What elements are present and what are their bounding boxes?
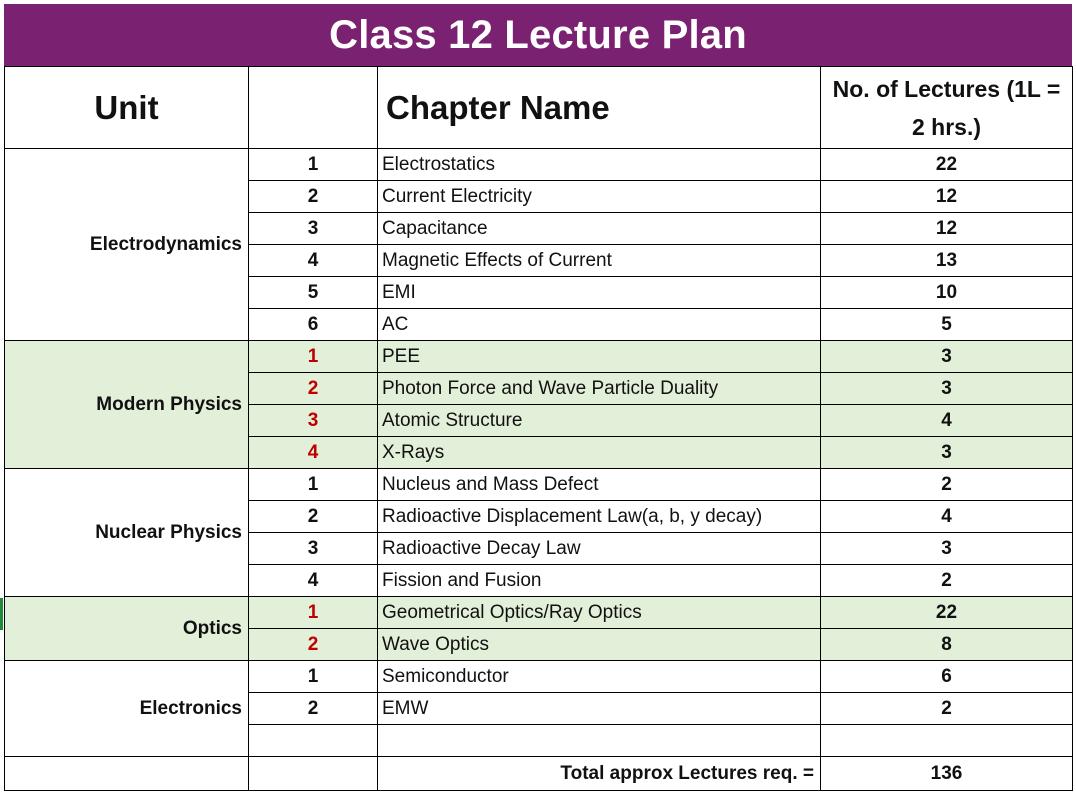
chapter-name-cell[interactable]: AC [378, 309, 821, 341]
chapter-number-cell[interactable]: 6 [249, 309, 378, 341]
lectures-cell[interactable]: 4 [821, 501, 1073, 533]
lectures-cell[interactable]: 2 [821, 693, 1073, 725]
chapter-number-cell[interactable]: 2 [249, 501, 378, 533]
table-row [5, 341, 1073, 373]
lectures-cell[interactable]: 3 [821, 437, 1073, 469]
header-row [5, 67, 1073, 149]
lecture-plan-table [4, 66, 1073, 791]
chapter-name-cell[interactable]: PEE [378, 341, 821, 373]
chapter-number-cell[interactable]: 4 [249, 437, 378, 469]
lectures-cell[interactable]: 5 [821, 309, 1073, 341]
chapter-header[interactable]: Chapter Name [378, 67, 821, 149]
lectures-cell[interactable]: 3 [821, 373, 1073, 405]
chapter-name-cell[interactable]: Wave Optics [378, 629, 821, 661]
unit-cell[interactable]: Electronics [5, 661, 249, 757]
chapter-number-cell[interactable]: 4 [249, 245, 378, 277]
total-empty-number-cell[interactable] [249, 757, 378, 791]
chapter-number-cell[interactable]: 2 [249, 373, 378, 405]
table-row [5, 469, 1073, 501]
lectures-cell[interactable]: 22 [821, 597, 1073, 629]
lectures-cell[interactable]: 12 [821, 181, 1073, 213]
table-row [5, 661, 1073, 693]
unit-header[interactable]: Unit [5, 67, 249, 149]
chapter-name-cell[interactable]: EMI [378, 277, 821, 309]
chapter-number-cell[interactable]: 5 [249, 277, 378, 309]
lectures-header[interactable] [821, 67, 1073, 149]
chapter-name-cell[interactable]: Magnetic Effects of Current [378, 245, 821, 277]
unit-cell[interactable]: Optics [5, 597, 249, 661]
lectures-cell[interactable] [821, 725, 1073, 757]
unit-cell[interactable]: Modern Physics [5, 341, 249, 469]
lectures-header-line1: No. of Lectures (1L = [832, 75, 1061, 102]
chapter-name-cell[interactable]: Capacitance [378, 213, 821, 245]
lectures-cell[interactable]: 22 [821, 149, 1073, 181]
number-header[interactable] [249, 67, 378, 149]
chapter-number-cell[interactable] [249, 725, 378, 757]
lectures-cell[interactable]: 2 [821, 565, 1073, 597]
chapter-number-cell[interactable]: 2 [249, 181, 378, 213]
lectures-cell[interactable]: 6 [821, 661, 1073, 693]
chapter-name-cell[interactable]: Geometrical Optics/Ray Optics [378, 597, 821, 629]
chapter-number-cell[interactable]: 1 [249, 469, 378, 501]
table-row [5, 149, 1073, 181]
page-title: Class 12 Lecture Plan [4, 4, 1072, 66]
table-row [5, 597, 1073, 629]
total-label-cell[interactable]: Total approx Lectures req. = [378, 757, 821, 791]
chapter-number-cell[interactable]: 3 [249, 213, 378, 245]
chapter-number-cell[interactable]: 1 [249, 597, 378, 629]
row-selection-marker [0, 598, 3, 630]
chapter-number-cell[interactable]: 2 [249, 693, 378, 725]
chapter-number-cell[interactable]: 3 [249, 533, 378, 565]
chapter-name-cell[interactable]: Electrostatics [378, 149, 821, 181]
lectures-header-line2: 2 hrs.) [911, 113, 982, 140]
chapter-number-cell[interactable]: 2 [249, 629, 378, 661]
chapter-name-cell[interactable]: Photon Force and Wave Particle Duality [378, 373, 821, 405]
chapter-name-cell[interactable]: Current Electricity [378, 181, 821, 213]
lectures-cell[interactable]: 2 [821, 469, 1073, 501]
chapter-name-cell[interactable]: X-Rays [378, 437, 821, 469]
chapter-name-cell[interactable]: Radioactive Decay Law [378, 533, 821, 565]
total-value-cell[interactable]: 136 [821, 757, 1073, 791]
lectures-cell[interactable]: 8 [821, 629, 1073, 661]
lectures-cell[interactable]: 4 [821, 405, 1073, 437]
lectures-cell[interactable]: 10 [821, 277, 1073, 309]
chapter-number-cell[interactable]: 1 [249, 341, 378, 373]
total-empty-unit-cell[interactable] [5, 757, 249, 791]
total-row [5, 757, 1073, 791]
chapter-name-cell[interactable]: EMW [378, 693, 821, 725]
unit-cell[interactable]: Electrodynamics [5, 149, 249, 341]
chapter-name-cell[interactable] [378, 725, 821, 757]
chapter-number-cell[interactable]: 1 [249, 661, 378, 693]
chapter-number-cell[interactable]: 1 [249, 149, 378, 181]
unit-cell[interactable]: Nuclear Physics [5, 469, 249, 597]
chapter-name-cell[interactable]: Semiconductor [378, 661, 821, 693]
lectures-cell[interactable]: 13 [821, 245, 1073, 277]
lectures-cell[interactable]: 3 [821, 341, 1073, 373]
chapter-name-cell[interactable]: Atomic Structure [378, 405, 821, 437]
chapter-name-cell[interactable]: Nucleus and Mass Defect [378, 469, 821, 501]
lectures-cell[interactable]: 3 [821, 533, 1073, 565]
chapter-number-cell[interactable]: 3 [249, 405, 378, 437]
lectures-cell[interactable]: 12 [821, 213, 1073, 245]
chapter-name-cell[interactable]: Radioactive Displacement Law(a, b, y decay) [378, 501, 821, 533]
chapter-number-cell[interactable]: 4 [249, 565, 378, 597]
chapter-name-cell[interactable]: Fission and Fusion [378, 565, 821, 597]
